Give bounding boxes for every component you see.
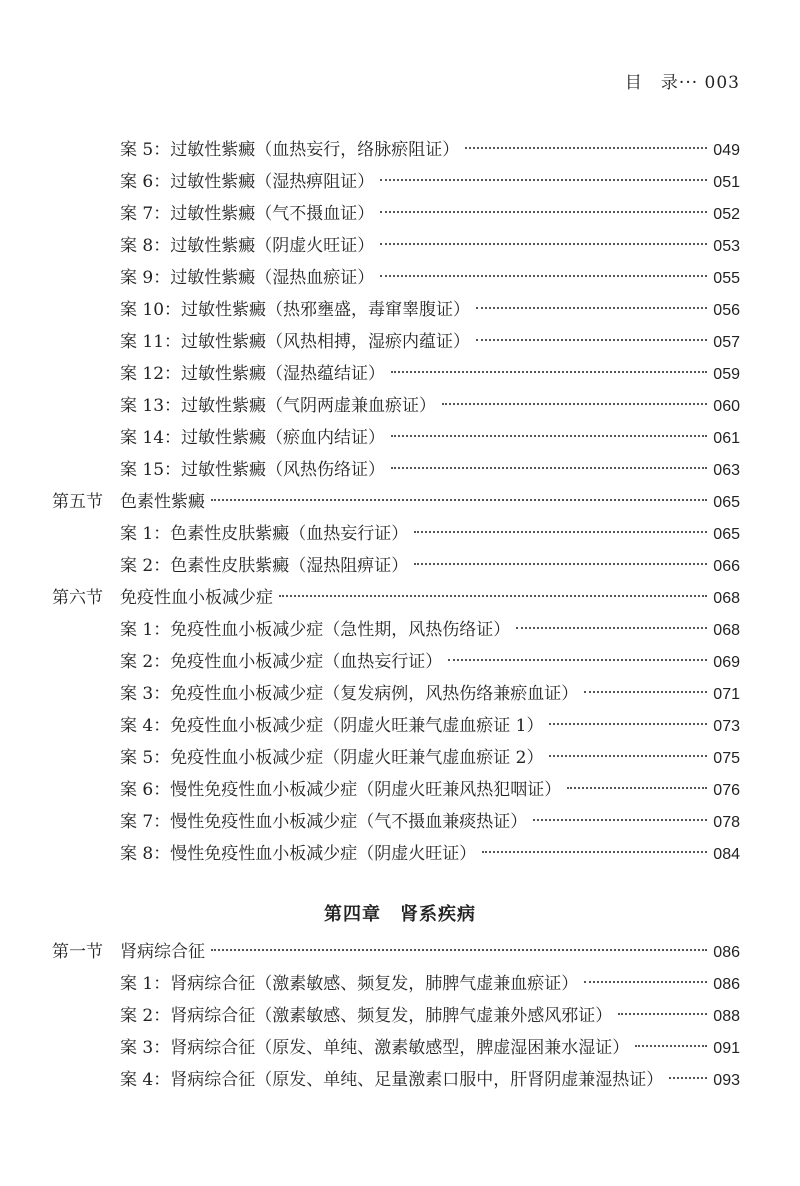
dot-leader	[391, 467, 707, 469]
dot-leader	[211, 949, 707, 951]
dot-leader	[279, 595, 707, 597]
toc-entry[interactable]: 案 7：慢性免疫性血小板减少症（气不摄血兼痰热证） 078	[120, 812, 740, 832]
dot-leader	[584, 981, 707, 983]
dot-leader	[391, 435, 707, 437]
toc-entry[interactable]: 案 5：过敏性紫癜（血热妄行，络脉瘀阻证） 049	[120, 140, 740, 160]
dot-leader	[442, 403, 707, 405]
dot-leader	[380, 243, 707, 245]
header-title: 目 录	[624, 73, 679, 93]
dot-leader	[669, 1077, 707, 1079]
toc-entry[interactable]: 案 15：过敏性紫癜（风热伤络证） 063	[120, 460, 740, 480]
dot-leader	[533, 819, 707, 821]
toc-entry[interactable]: 案 2：肾病综合征（激素敏感、频复发，肺脾气虚兼外感风邪证） 088	[120, 1006, 740, 1026]
toc-entry[interactable]: 案 3：肾病综合征（原发、单纯、激素敏感型，脾虚湿困兼水湿证） 091	[120, 1038, 740, 1058]
dot-leader	[380, 275, 707, 277]
toc-section[interactable]: 第一节 肾病综合征 086	[52, 942, 740, 962]
toc-section[interactable]: 第六节 免疫性血小板减少症 068	[52, 588, 740, 608]
dot-leader	[380, 179, 707, 181]
toc-entry[interactable]: 案 1：免疫性血小板减少症（急性期，风热伤络证） 068	[120, 620, 740, 640]
dot-leader	[391, 371, 707, 373]
toc-entry[interactable]: 案 6：过敏性紫癜（湿热痹阻证） 051	[120, 172, 740, 192]
dot-leader	[567, 787, 707, 789]
dot-leader	[448, 659, 707, 661]
toc-section[interactable]: 第五节 色素性紫癜 065	[52, 492, 740, 512]
header-page: ··· 003	[678, 73, 740, 93]
toc-entry[interactable]: 案 10：过敏性紫癜（热邪壅盛，毒窜睾腹证） 056	[120, 300, 740, 320]
toc-entry[interactable]: 案 7：过敏性紫癜（气不摄血证） 052	[120, 204, 740, 224]
toc-entry[interactable]: 案 1：色素性皮肤紫癜（血热妄行证） 065	[120, 524, 740, 544]
dot-leader	[549, 723, 707, 725]
toc-entry[interactable]: 案 4：肾病综合征（原发、单纯、足量激素口服中，肝肾阴虚兼湿热证） 093	[120, 1070, 740, 1090]
dot-leader	[476, 307, 707, 309]
toc-entry[interactable]: 案 5：免疫性血小板减少症（阴虚火旺兼气虚血瘀证 2） 075	[120, 748, 740, 768]
toc-entry[interactable]: 案 14：过敏性紫癜（瘀血内结证） 061	[120, 428, 740, 448]
toc-entry[interactable]: 案 3：免疫性血小板减少症（复发病例，风热伤络兼瘀血证） 071	[120, 684, 740, 704]
dot-leader	[465, 147, 707, 149]
toc-entry[interactable]: 案 6：慢性免疫性血小板减少症（阴虚火旺兼风热犯咽证） 076	[120, 780, 740, 800]
dot-leader	[414, 563, 707, 565]
toc-entry[interactable]: 案 2：免疫性血小板减少症（血热妄行证） 069	[120, 652, 740, 672]
toc-entry[interactable]: 案 9：过敏性紫癜（湿热血瘀证） 055	[120, 268, 740, 288]
dot-leader	[516, 627, 707, 629]
dot-leader	[380, 211, 707, 213]
running-header	[625, 68, 740, 93]
dot-leader	[211, 499, 707, 501]
dot-leader	[482, 851, 707, 853]
toc-entry[interactable]: 案 11：过敏性紫癜（风热相搏，湿瘀内蕴证） 057	[120, 332, 740, 352]
toc-entry[interactable]: 案 8：慢性免疫性血小板减少症（阴虚火旺证） 084	[120, 844, 740, 864]
dot-leader	[414, 531, 707, 533]
toc-entry[interactable]: 案 13：过敏性紫癜（气阴两虚兼血瘀证） 060	[120, 396, 740, 416]
toc-entry[interactable]: 案 1：肾病综合征（激素敏感、频复发，肺脾气虚兼血瘀证） 086	[120, 974, 740, 994]
dot-leader	[476, 339, 707, 341]
toc-entry[interactable]: 案 4：免疫性血小板减少症（阴虚火旺兼气虚血瘀证 1） 073	[120, 716, 740, 736]
chapter-title: 第四章 肾系疾病	[324, 904, 476, 925]
toc-entry[interactable]: 案 2：色素性皮肤紫癜（湿热阻痹证） 066	[120, 556, 740, 576]
dot-leader	[549, 755, 707, 757]
toc-entry[interactable]: 案 12：过敏性紫癜（湿热蕴结证） 059	[120, 364, 740, 384]
dot-leader	[635, 1045, 707, 1047]
dot-leader	[584, 691, 707, 693]
toc-entry[interactable]: 案 8：过敏性紫癜（阴虚火旺证） 053	[120, 236, 740, 256]
dot-leader	[618, 1013, 707, 1015]
